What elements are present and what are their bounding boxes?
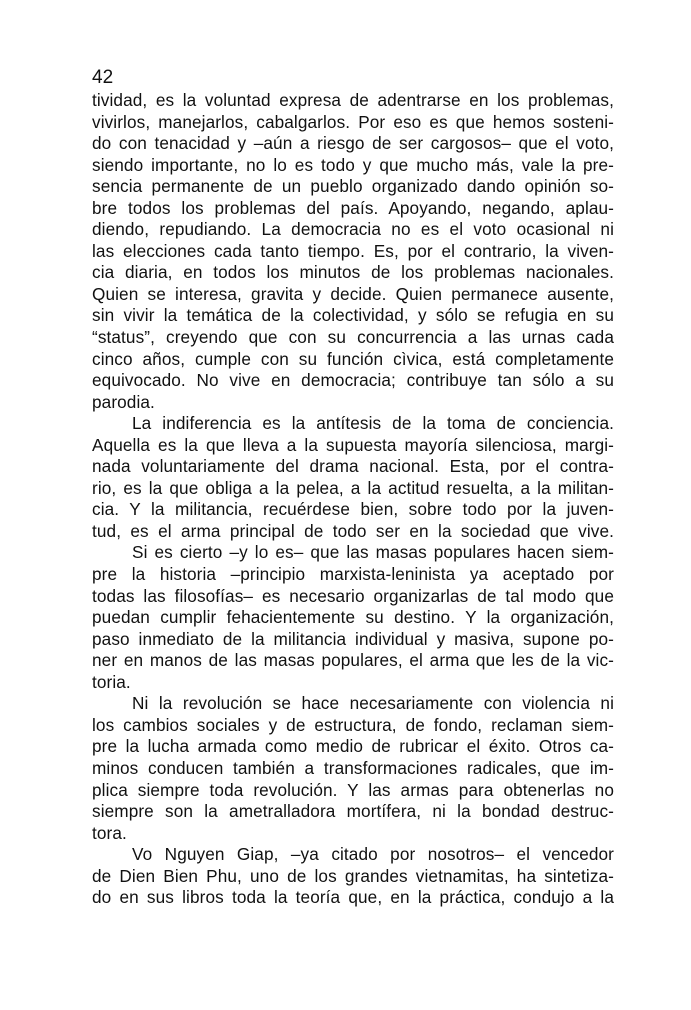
text-line: cinco años, cumple con su función cìvica, está completamente <box>92 348 614 369</box>
text-line: siempre son la ametralladora mortífera, ni la bondad destruc- <box>92 801 614 822</box>
text-line: vivirlos, manejarlos, cabalgarlos. Por eso es que hemos sosteni- <box>92 111 614 132</box>
text-line: do en sus libros toda la teoría que, en la práctica, condujo a la <box>92 887 614 908</box>
text-line: todas las filosofías– es necesario organizarlas de tal modo que <box>92 585 614 606</box>
page-number: 42 <box>92 67 114 88</box>
text-line: diendo, repudiando. La democracia no es el voto ocasional ni <box>92 219 614 240</box>
paragraph-3 <box>92 542 614 693</box>
text-line: tividad, es la voluntad expresa de adentrarse en los problemas, <box>92 90 614 110</box>
text-line: las elecciones cada tanto tiempo. Es, por el contrario, la viven- <box>92 240 614 261</box>
text-line: ner en manos de las masas populares, el arma que les de la vic- <box>92 650 614 671</box>
text-line: Si es cierto –y lo es– que las masas populares hacen siem- <box>132 542 614 563</box>
text-line: tud, es el arma principal de todo ser en la sociedad que vive. <box>92 520 614 541</box>
text-line: “status”, creyendo que con su concurrencia a las urnas cada <box>92 327 614 348</box>
text-line: equivocado. No vive en democracia; contribuye tan sólo a su <box>92 370 614 391</box>
text-line: Quien se interesa, gravita y decide. Quien permanece ausente, <box>92 283 614 304</box>
text-line: plica siempre toda revolución. Y las armas para obtenerlas no <box>92 779 614 800</box>
text-line: sencia permanente de un pueblo organizado dando opinión so- <box>92 176 614 197</box>
text-line: minos conducen también a transformaciones radicales, que im- <box>92 757 614 778</box>
text-line: toria. <box>92 671 131 692</box>
text-line: puedan cumplir fehacientemente su destino. Y la organización, <box>92 607 614 628</box>
text-line: sin vivir la temática de la colectividad, y sólo se refugia en su <box>92 305 614 326</box>
text-line: Vo Nguyen Giap, –ya citado por nosotros– el vencedor <box>132 844 614 865</box>
text-line: La indiferencia es la antítesis de la toma de conciencia. <box>132 413 614 434</box>
text-line: cia. Y la militancia, recuérdese bien, sobre todo por la juven- <box>92 499 614 520</box>
text-line: pre la historia –principio marxista-leninista ya aceptado por <box>92 564 614 585</box>
text-line: Ni la revolución se hace necesariamente con violencia ni <box>132 693 614 714</box>
text-line: tora. <box>92 822 127 843</box>
text-line: nada voluntariamente del drama nacional. Esta, por el contra- <box>92 456 614 477</box>
text-line: bre todos los problemas del país. Apoyando, negando, aplau- <box>92 197 614 218</box>
text-line: rio, es la que obliga a la pelea, a la actitud resuelta, a la militan- <box>92 477 614 498</box>
text-line: parodia. <box>92 391 155 412</box>
paragraph-5 <box>92 844 614 909</box>
paragraph-1 <box>92 90 614 413</box>
paragraph-4 <box>92 693 614 844</box>
text-line: siendo importante, no lo es todo y que mucho más, vale la pre- <box>92 154 614 175</box>
text-line: paso inmediato de la militancia individual y masiva, supone po- <box>92 628 614 649</box>
paragraph-2 <box>92 413 614 542</box>
text-line: los cambios sociales y de estructura, de fondo, reclaman siem- <box>92 714 614 735</box>
text-line: pre la lucha armada como medio de rubricar el éxito. Otros ca- <box>92 736 614 757</box>
text-line: do con tenacidad y –aún a riesgo de ser cargosos– que el voto, <box>92 133 614 154</box>
body-text <box>92 90 614 909</box>
text-line: de Dien Bien Phu, uno de los grandes vietnamitas, ha sintetiza- <box>92 865 614 886</box>
text-line: Aquella es la que lleva a la supuesta mayoría silenciosa, margi- <box>92 434 614 455</box>
text-line: cia diaria, en todos los minutos de los problemas nacionales. <box>92 262 614 283</box>
